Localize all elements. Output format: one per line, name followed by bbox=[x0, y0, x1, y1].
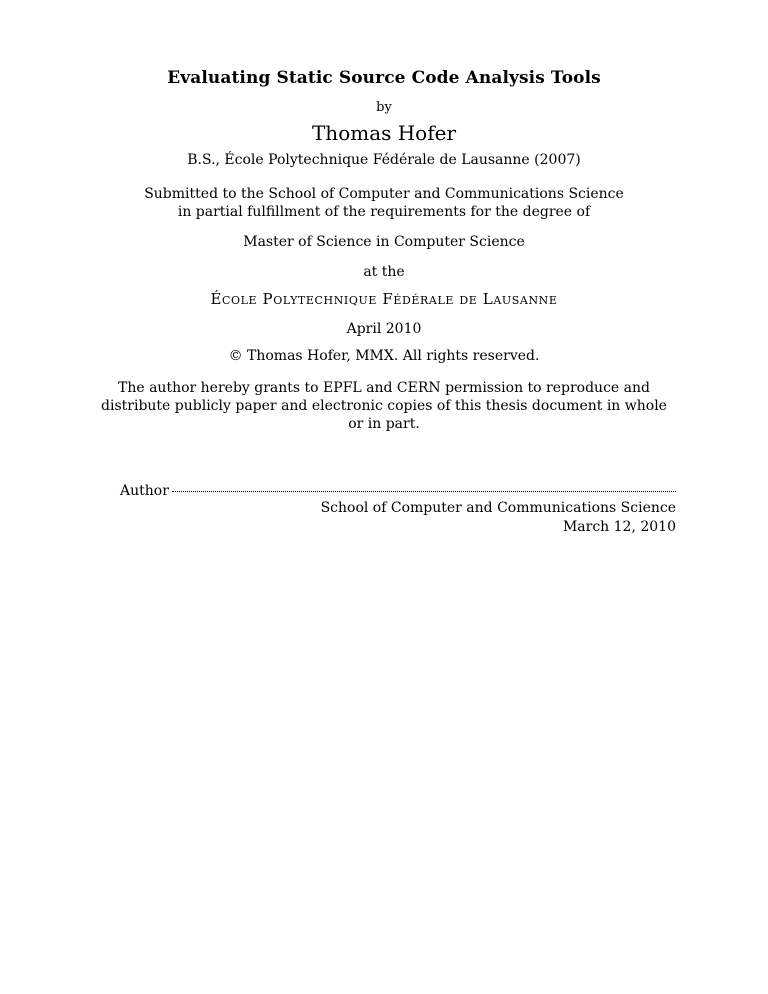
permission-grant: The author hereby grants to EPFL and CERN permission to reproduce and distribute publicly paper and electronic copies of this thesis document in whole or in part. bbox=[101, 380, 667, 432]
signature-line bbox=[120, 483, 676, 499]
signature-date: March 12, 2010 bbox=[562, 519, 676, 535]
signature-info bbox=[321, 499, 676, 537]
previous-degree: B.S., École Polytechnique Fédérale de Lausanne (2007) bbox=[187, 152, 581, 168]
institution: École Polytechnique Fédérale de Lausanne bbox=[210, 290, 558, 308]
thesis-title: Evaluating Static Source Code Analysis Tools bbox=[167, 68, 601, 88]
signature-dotted-leader bbox=[172, 491, 676, 492]
by-line: by bbox=[376, 100, 392, 115]
degree: Master of Science in Computer Science bbox=[243, 234, 525, 250]
signature-label: Author bbox=[120, 483, 169, 499]
submission-statement bbox=[0, 185, 768, 221]
thesis-date: April 2010 bbox=[346, 321, 422, 337]
at-the: at the bbox=[363, 264, 405, 280]
signature-department: School of Computer and Communications Science bbox=[320, 500, 676, 516]
copyright-icon: © bbox=[228, 348, 243, 364]
submission-line-1: Submitted to the School of Computer and Communications Science bbox=[144, 186, 624, 202]
copyright-text: Thomas Hofer, MMX. All rights reserved. bbox=[247, 348, 540, 364]
copyright-notice bbox=[0, 348, 768, 364]
submission-line-2: in partial fulfillment of the requirements for the degree of bbox=[177, 204, 591, 220]
author-name: Thomas Hofer bbox=[311, 121, 457, 145]
